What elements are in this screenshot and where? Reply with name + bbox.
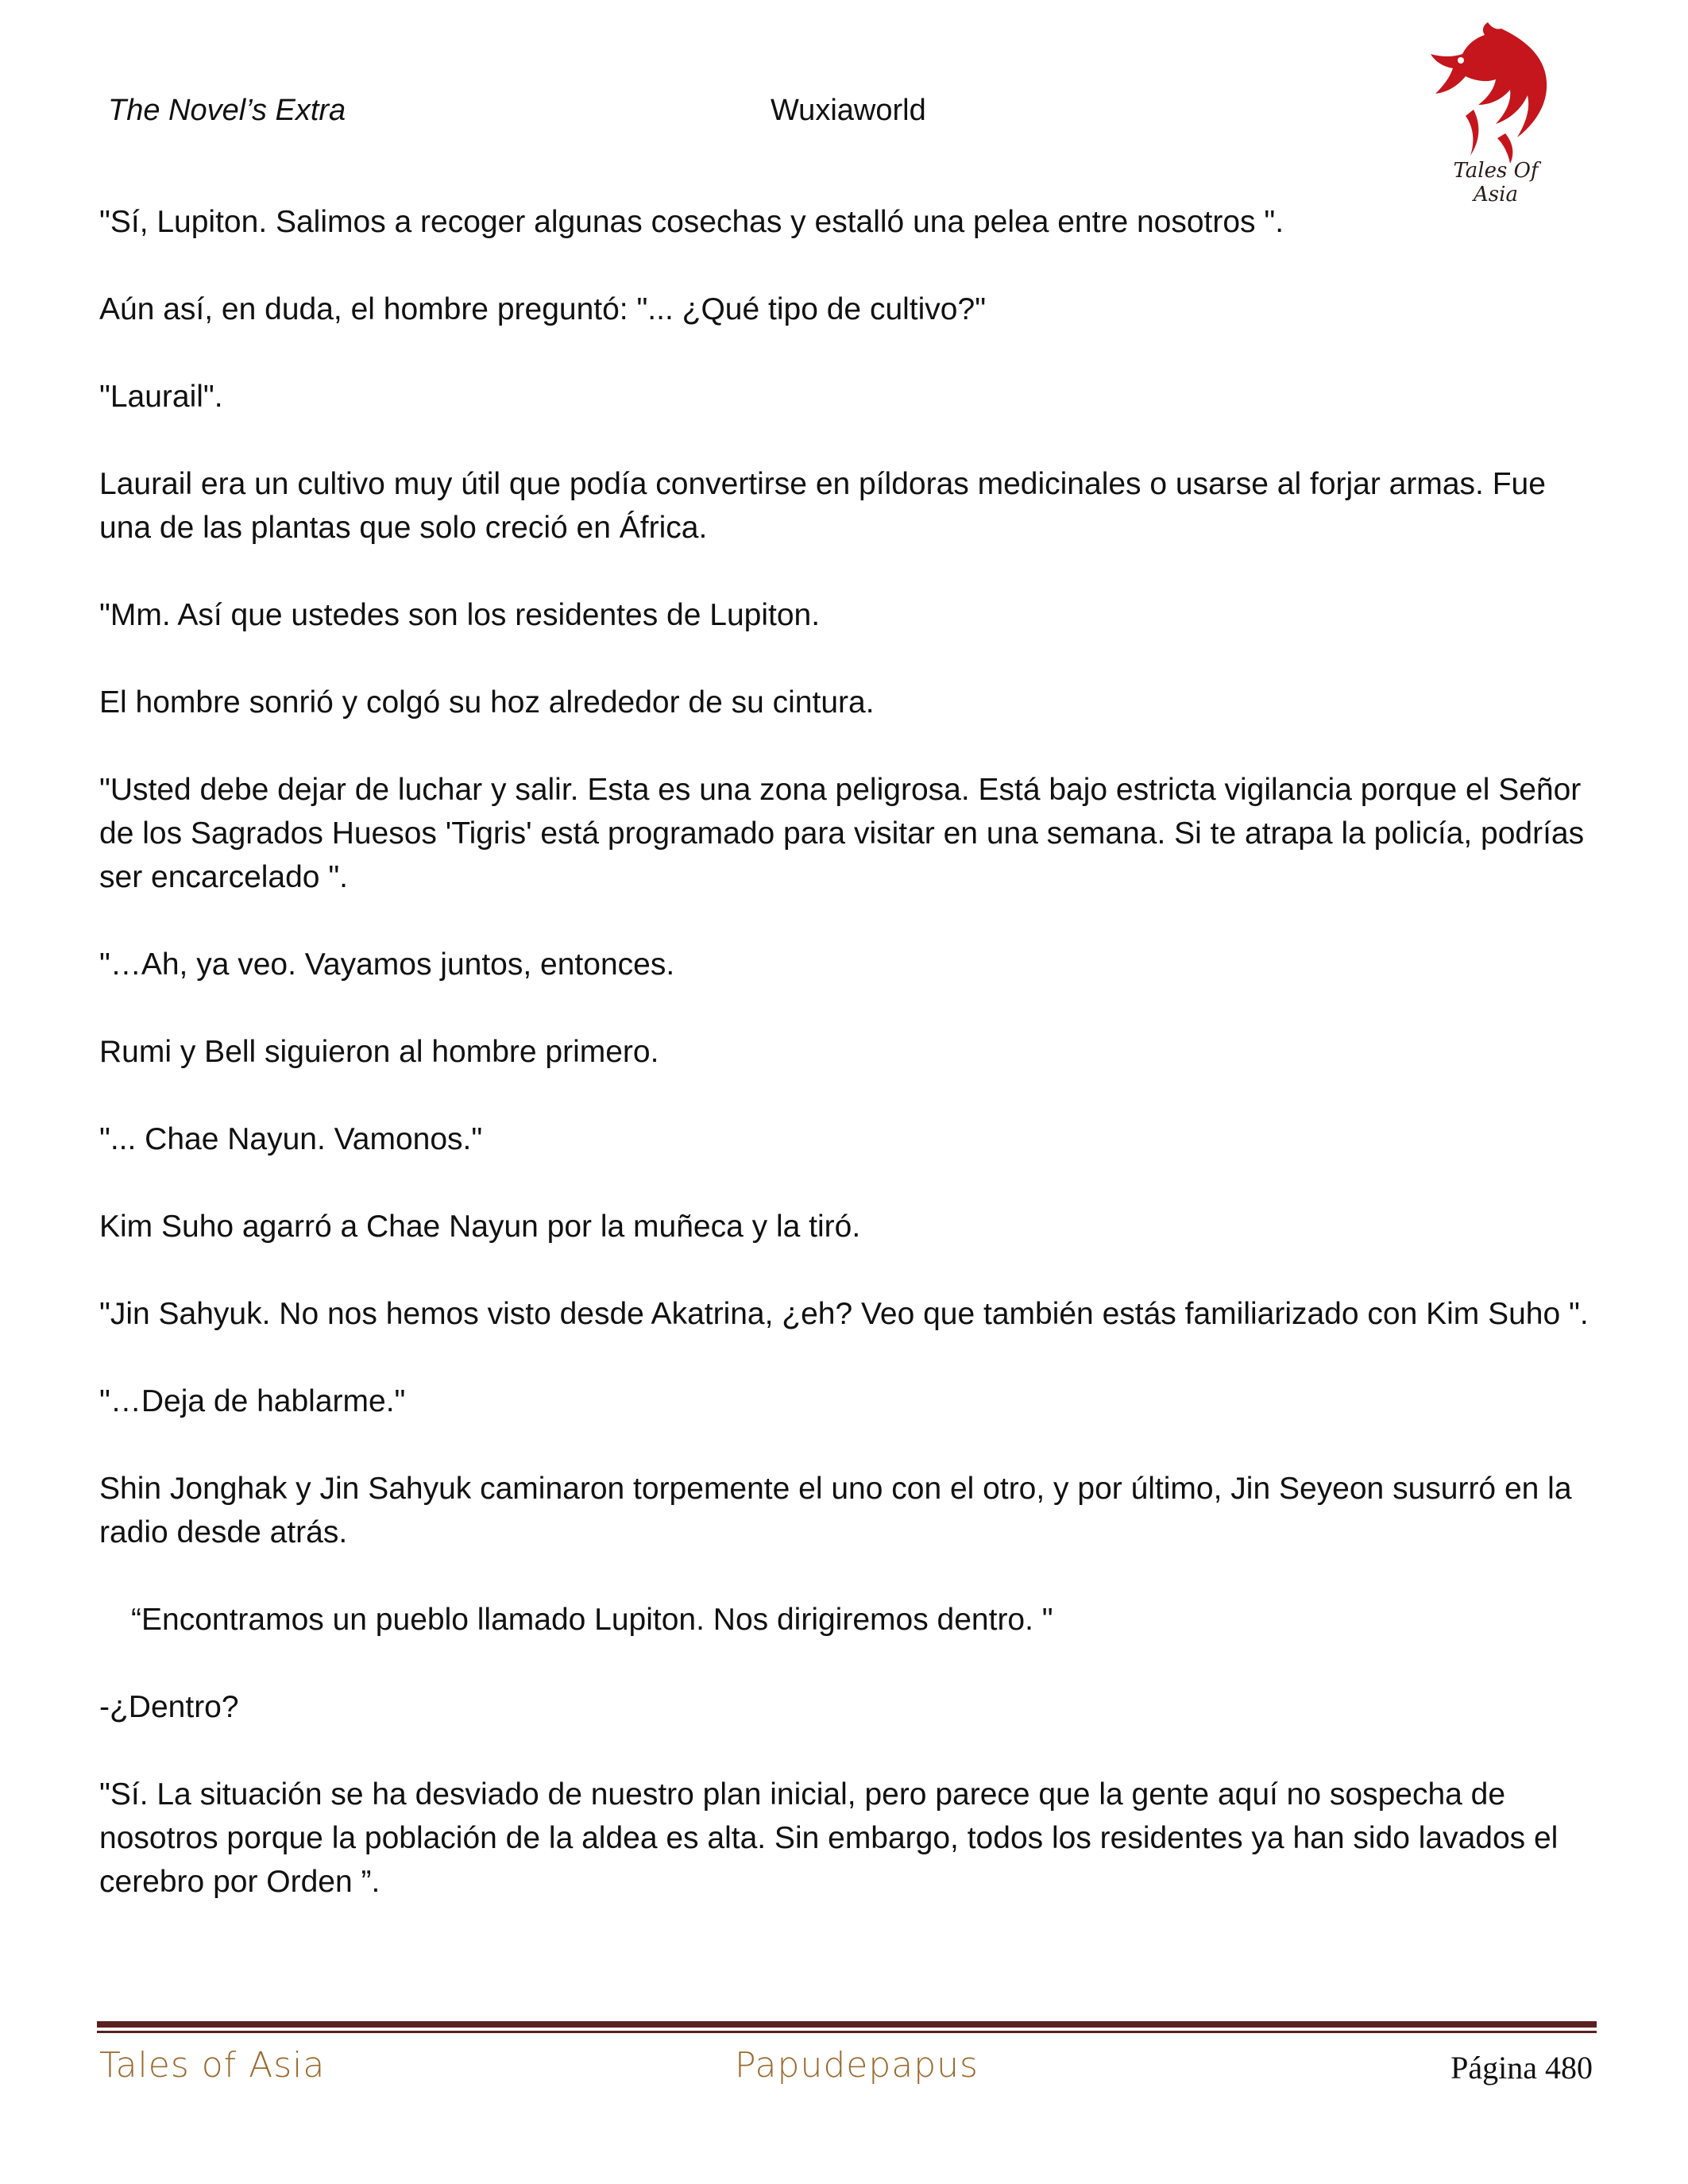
paragraph: Laurail era un cultivo muy útil que podía convertirse en píldoras medicinales o usarse al forjar armas. Fue una de las plantas que solo creció en África.	[99, 467, 1546, 545]
paragraph: Rumi y Bell siguieron al hombre primero.	[99, 1035, 659, 1069]
dragon-icon	[1426, 22, 1561, 165]
paragraph: El hombre sonrió y colgó su hoz alrededor de su cintura.	[99, 685, 875, 720]
paragraph: "…Deja de hablarme."	[99, 1384, 406, 1418]
paragraph: "Sí, Lupiton. Salimos a recoger algunas cosechas y estalló una pelea entre nosotros ".	[99, 205, 1284, 239]
paragraph: Shin Jonghak y Jin Sahyuk caminaron torpemente el uno con el otro, y por último, Jin Seyeon susurró en la radio desde atrás.	[99, 1472, 1572, 1549]
paragraph: “Encontramos un pueblo llamado Lupiton. Nos dirigiremos dentro. "	[131, 1603, 1053, 1637]
footer-divider-thin	[97, 2031, 1597, 2033]
paragraph: Kim Suho agarró a Chae Nayun por la muñeca y la tiró.	[99, 1210, 861, 1244]
page-number: Página 480	[1450, 2050, 1593, 2086]
footer-left-text: Tales of Asia	[99, 2045, 326, 2086]
paragraph: "Usted debe dejar de luchar y salir. Esta es una zona peligrosa. Está bajo estricta vigilancia porque el Señor de los Sagrados Huesos 'Tigris' está programado para visitar en una semana. Si te atrapa la policía, podrías ser encarcelado ".	[99, 773, 1585, 894]
footer-divider	[97, 2021, 1597, 2028]
paragraph: "... Chae Nayun. Vamonos."	[99, 1122, 483, 1156]
document-body	[99, 200, 1593, 1947]
paragraph: Aún así, en duda, el hombre preguntó: "... ¿Qué tipo de cultivo?"	[99, 292, 987, 326]
paragraph: "…Ah, ya veo. Vayamos juntos, entonces.	[99, 947, 675, 982]
paragraph: "Mm. Así que ustedes son los residentes de Lupiton.	[99, 598, 821, 632]
paragraph: "Laurail".	[99, 380, 223, 414]
header-title-left: The Novel’s Extra	[108, 94, 346, 127]
logo-text: Tales Of Asia	[1453, 159, 1539, 206]
header-title-center: Wuxiaworld	[771, 94, 926, 127]
paragraph: "Jin Sahyuk. No nos hemos visto desde Akatrina, ¿eh? Veo que también estás familiarizado con Kim Suho ".	[99, 1297, 1589, 1331]
paragraph: -¿Dentro?	[99, 1690, 239, 1724]
tales-of-asia-logo	[1426, 22, 1561, 206]
footer-center-text: Papudepapus	[735, 2045, 979, 2086]
paragraph: "Sí. La situación se ha desviado de nuestro plan inicial, pero parece que la gente aquí no sospecha de nosotros porque la población de la aldea es alta. Sin embargo, todos los residentes ya han sido lavados el cerebro por Orden ”.	[99, 1777, 1559, 1899]
